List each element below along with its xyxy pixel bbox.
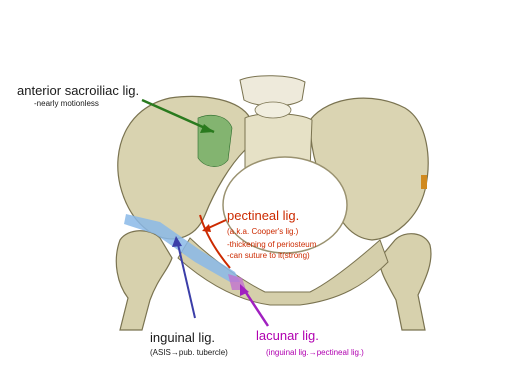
lumbar-vertebra: [240, 76, 305, 106]
inguinal-note: (ASIS→pub. tubercle): [150, 348, 228, 357]
left-femur: [116, 231, 172, 330]
pectineal-note-1: (a.k.a. Cooper's lig.): [227, 227, 299, 236]
sacroiliac-note: -nearly motionless: [34, 99, 99, 108]
pectineal-title: pectineal lig.: [227, 208, 300, 223]
pectineal-note-2: -thickening of periosteum: [227, 240, 317, 249]
iliac-crest-mark: [421, 175, 427, 189]
inguinal-title: inguinal lig.: [150, 330, 216, 345]
lacunar-title: lacunar lig.: [256, 328, 319, 343]
pelvic-inlet: [223, 157, 347, 253]
vertebral-body: [255, 102, 291, 118]
sacroiliac-title: anterior sacroiliac lig.: [17, 83, 140, 98]
pectineal-note-3: -can suture to it(strong): [227, 251, 310, 260]
lacunar-note: (inguinal lig.→pectineal lig.): [266, 348, 364, 357]
right-femur: [380, 234, 431, 330]
sacroiliac-ligament-region: [198, 115, 232, 166]
